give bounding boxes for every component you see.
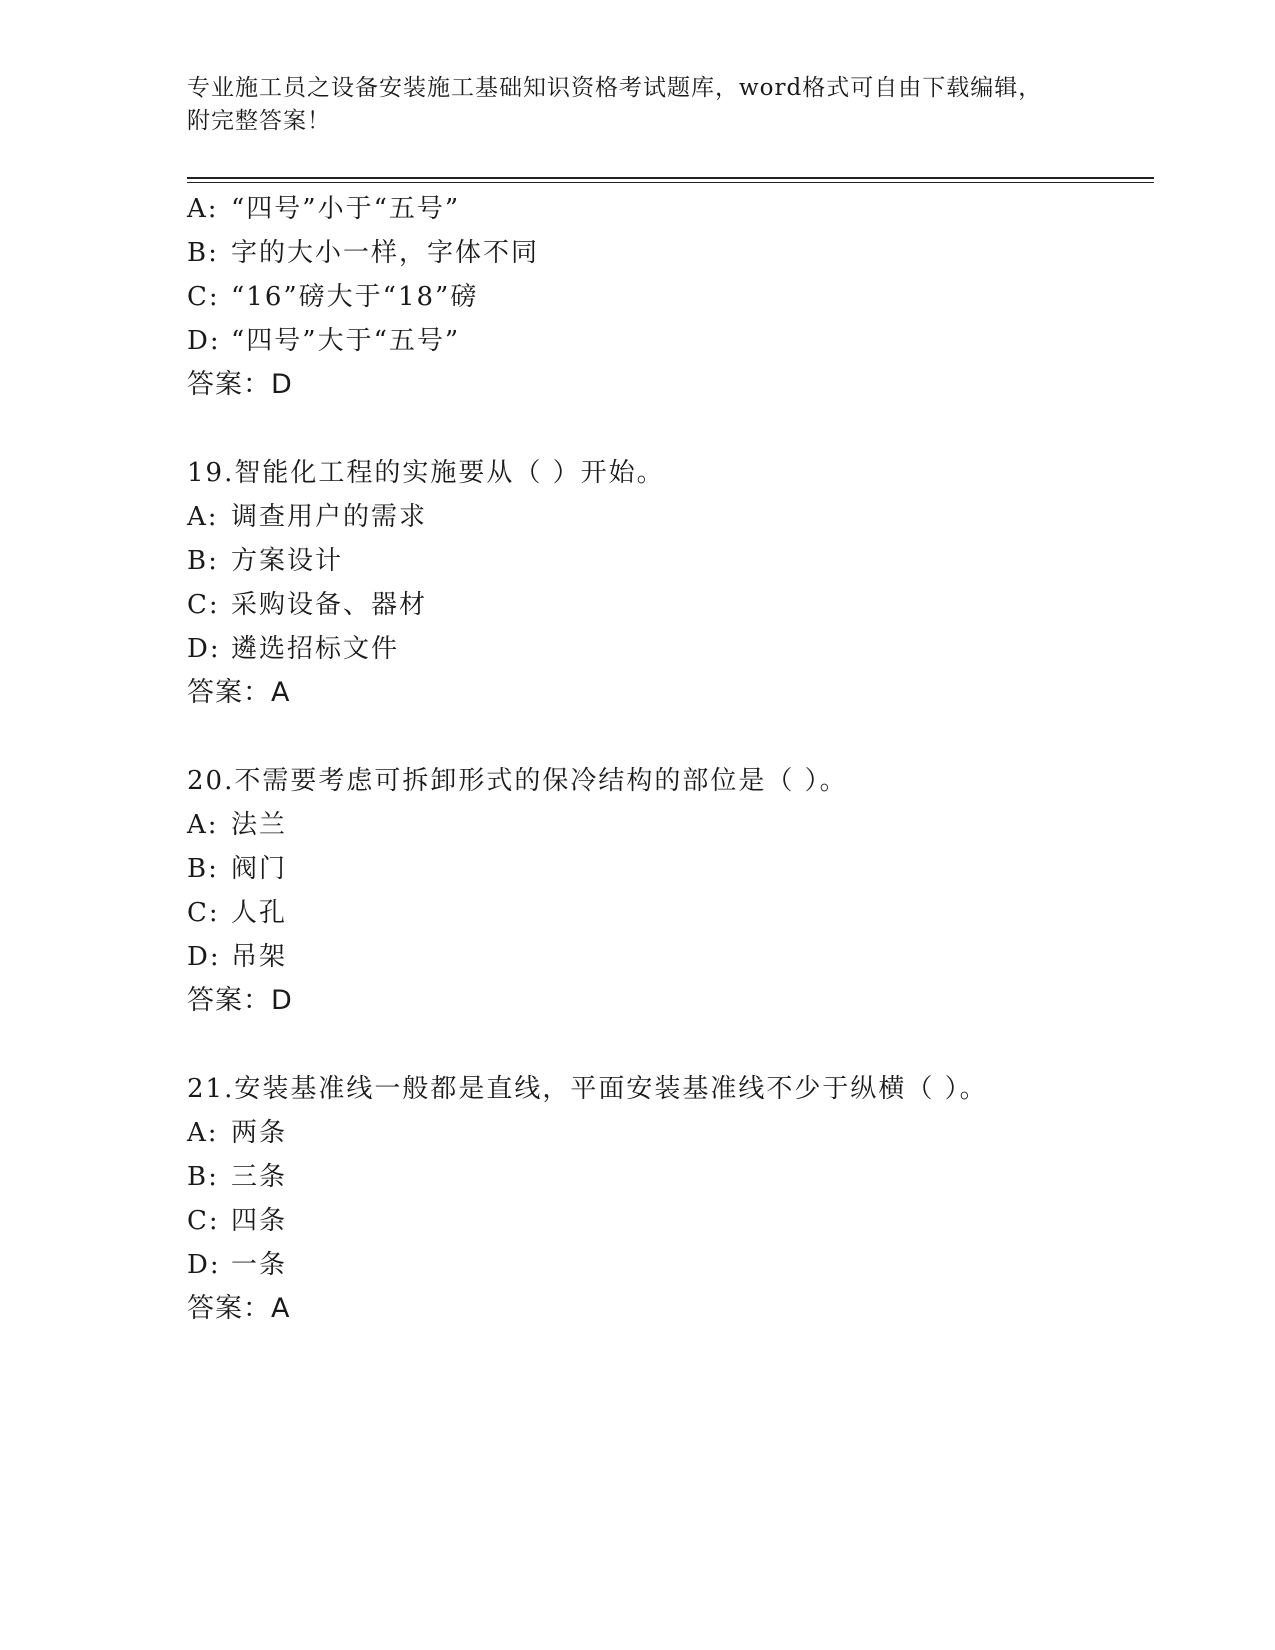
q20-answer: 答案：D xyxy=(187,985,293,1016)
option-text: 方案设计 xyxy=(231,546,344,576)
option-text: “四号”小于“五号” xyxy=(231,194,461,224)
option-label: A: xyxy=(187,810,219,840)
q19-question: 19.智能化工程的实施要从（ ）开始。 xyxy=(187,458,665,488)
option-text: 法兰 xyxy=(231,810,288,840)
header-line-1: 专业施工员之设备安装施工基础知识资格考试题库，word格式可自由下载编辑， xyxy=(187,75,1043,101)
option-label: B: xyxy=(187,1162,219,1192)
option-label: B: xyxy=(187,854,219,884)
q20-option-b xyxy=(187,852,287,886)
option-text: 四条 xyxy=(231,1206,288,1236)
q21-answer: 答案：A xyxy=(187,1293,291,1324)
q20-option-d xyxy=(187,940,287,974)
q20-option-a xyxy=(187,808,287,842)
option-text: 字的大小一样，字体不同 xyxy=(231,238,540,268)
q20-option-c xyxy=(187,896,287,930)
option-label: C: xyxy=(187,1206,220,1236)
option-text: “16”磅大于“18”磅 xyxy=(231,282,479,312)
q19-option-a xyxy=(187,500,427,534)
option-text: 两条 xyxy=(231,1118,288,1148)
option-text: 遴选招标文件 xyxy=(231,634,400,664)
q21-option-d xyxy=(187,1248,287,1282)
option-label: D: xyxy=(187,1250,221,1280)
option-text: 吊架 xyxy=(231,942,288,972)
option-text: 三条 xyxy=(231,1162,288,1192)
header-divider-thick xyxy=(187,177,1154,179)
q18-option-d xyxy=(187,324,460,358)
option-text: 采购设备、器材 xyxy=(231,590,428,620)
option-label: A: xyxy=(187,1118,219,1148)
q20-question: 20.不需要考虑可拆卸形式的保冷结构的部位是（ ）。 xyxy=(187,766,848,796)
option-text: 调查用户的需求 xyxy=(231,502,428,532)
q19-option-d xyxy=(187,632,399,666)
option-label: B: xyxy=(187,546,219,576)
q21-question: 21.安装基准线一般都是直线，平面安装基准线不少于纵横（ ）。 xyxy=(187,1074,988,1104)
header-divider-thin xyxy=(187,182,1154,183)
q21-option-b xyxy=(187,1160,287,1194)
q18-option-a xyxy=(187,192,460,226)
document-header xyxy=(187,72,1087,138)
option-label: C: xyxy=(187,282,220,312)
option-text: 阀门 xyxy=(231,854,288,884)
option-label: C: xyxy=(187,898,220,928)
option-text: “四号”大于“五号” xyxy=(231,326,461,356)
option-label: A: xyxy=(187,194,219,224)
option-text: 一条 xyxy=(231,1250,288,1280)
q19-answer: 答案：A xyxy=(187,677,291,708)
option-text: 人孔 xyxy=(231,898,288,928)
q21-option-c xyxy=(187,1204,287,1238)
option-label: A: xyxy=(187,502,219,532)
q21-option-a xyxy=(187,1116,287,1150)
q19-option-b xyxy=(187,544,343,578)
q19-option-c xyxy=(187,588,427,622)
option-label: C: xyxy=(187,590,220,620)
header-line-2: 附完整答案！ xyxy=(187,108,331,134)
option-label: D: xyxy=(187,326,221,356)
q18-option-b xyxy=(187,236,539,270)
option-label: B: xyxy=(187,238,219,268)
option-label: D: xyxy=(187,634,221,664)
q18-option-c xyxy=(187,280,478,314)
option-label: D: xyxy=(187,942,221,972)
q18-answer: 答案：D xyxy=(187,369,293,400)
